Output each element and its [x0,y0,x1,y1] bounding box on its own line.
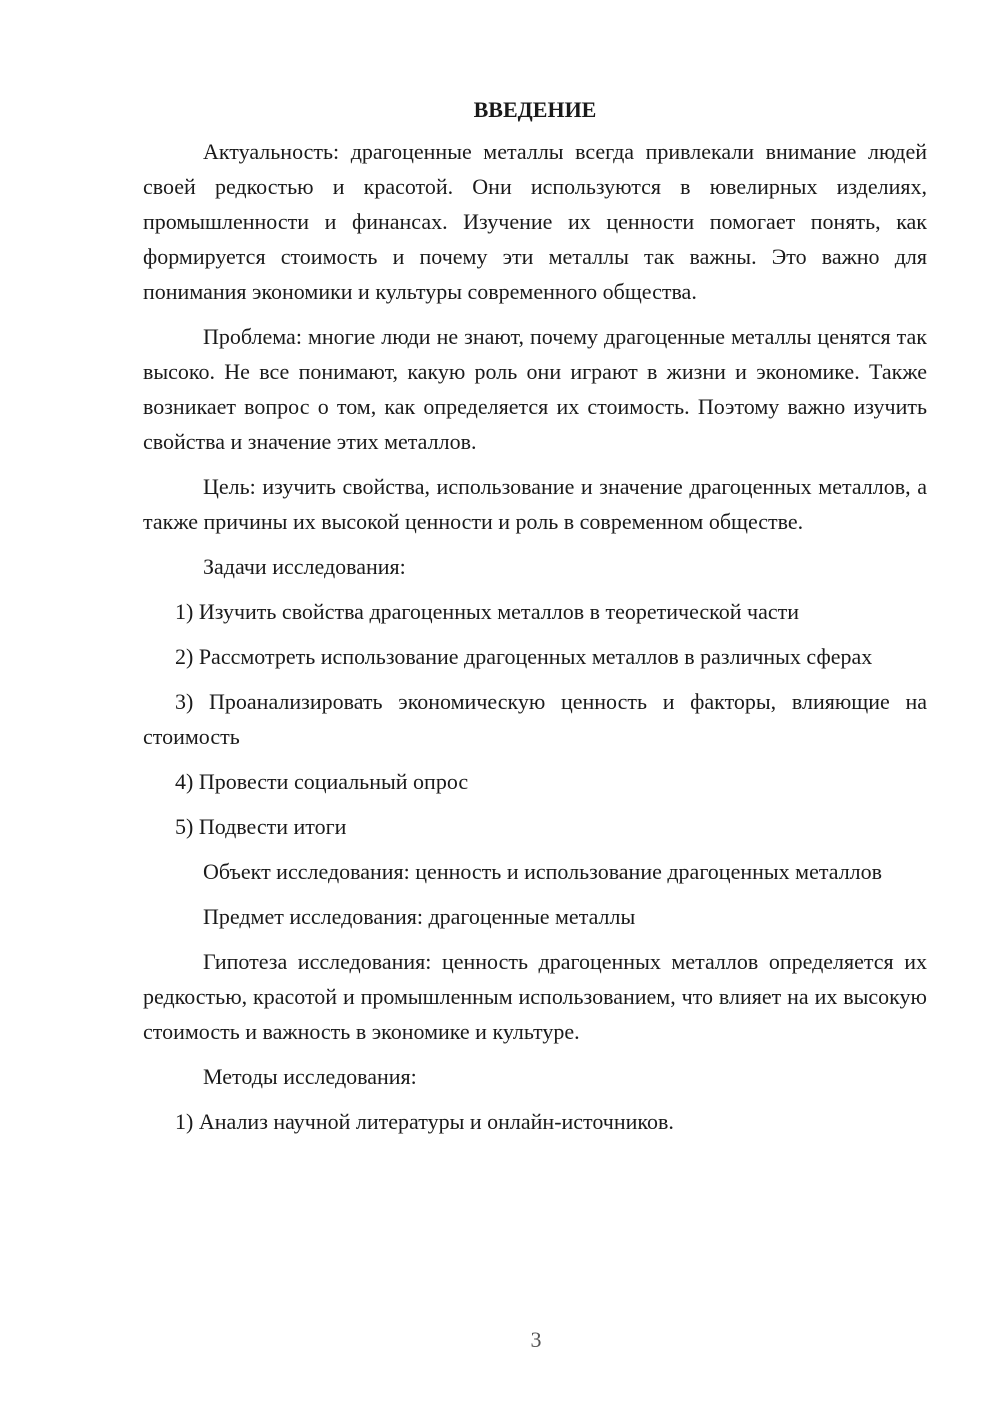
paragraph-problem: Проблема: многие люди не знают, почему драгоценные металлы ценятся так высоко. Не все понимают, какую роль они играют в жизни и экономике. Также возникает вопрос о том, как определяется их стоимость. Поэтому важно изучить свойства и значение этих металлов. [143,324,927,454]
paragraph-object: Объект исследования: ценность и использование драгоценных металлов [203,859,883,884]
task-item: 3) Проанализировать экономическую ценность и факторы, влияющие на стоимость [143,689,927,749]
paragraph-relevance: Актуальность: драгоценные металлы всегда привлекали внимание людей своей редкостью и красотой. Они используются в ювелирных изделиях, промышленности и финансах. Изучение их ценности помогает понять, как формируется стоимость и почему эти металлы так важны. Это важно для понимания экономики и культуры современного общества. [143,139,927,304]
task-item: 2) Рассмотреть использование драгоценных металлов в различных сферах [175,644,873,669]
page-content [143,96,927,1149]
tasks-heading: Задачи исследования: [203,554,406,579]
task-item: 1) Изучить свойства драгоценных металлов в теоретической части [175,599,800,624]
page-number-container [72,1327,1000,1353]
paragraph-subject: Предмет исследования: драгоценные металлы [203,904,636,929]
page-number: 3 [530,1327,542,1352]
paragraph-hypothesis: Гипотеза исследования: ценность драгоценных металлов определяется их редкостью, красотой и промышленным использованием, что влияет на их высокую стоимость и важность в экономике и культуре. [143,949,927,1044]
task-item: 5) Подвести итоги [175,814,347,839]
paragraph-goal: Цель: изучить свойства, использование и значение драгоценных металлов, а также причины их высокой ценности и роль в современном обществе. [143,474,927,534]
page-title: ВВЕДЕНИЕ [473,97,597,122]
task-item: 4) Провести социальный опрос [175,769,469,794]
methods-heading: Методы исследования: [203,1064,417,1089]
method-item: 1) Анализ научной литературы и онлайн-источников. [175,1109,674,1134]
